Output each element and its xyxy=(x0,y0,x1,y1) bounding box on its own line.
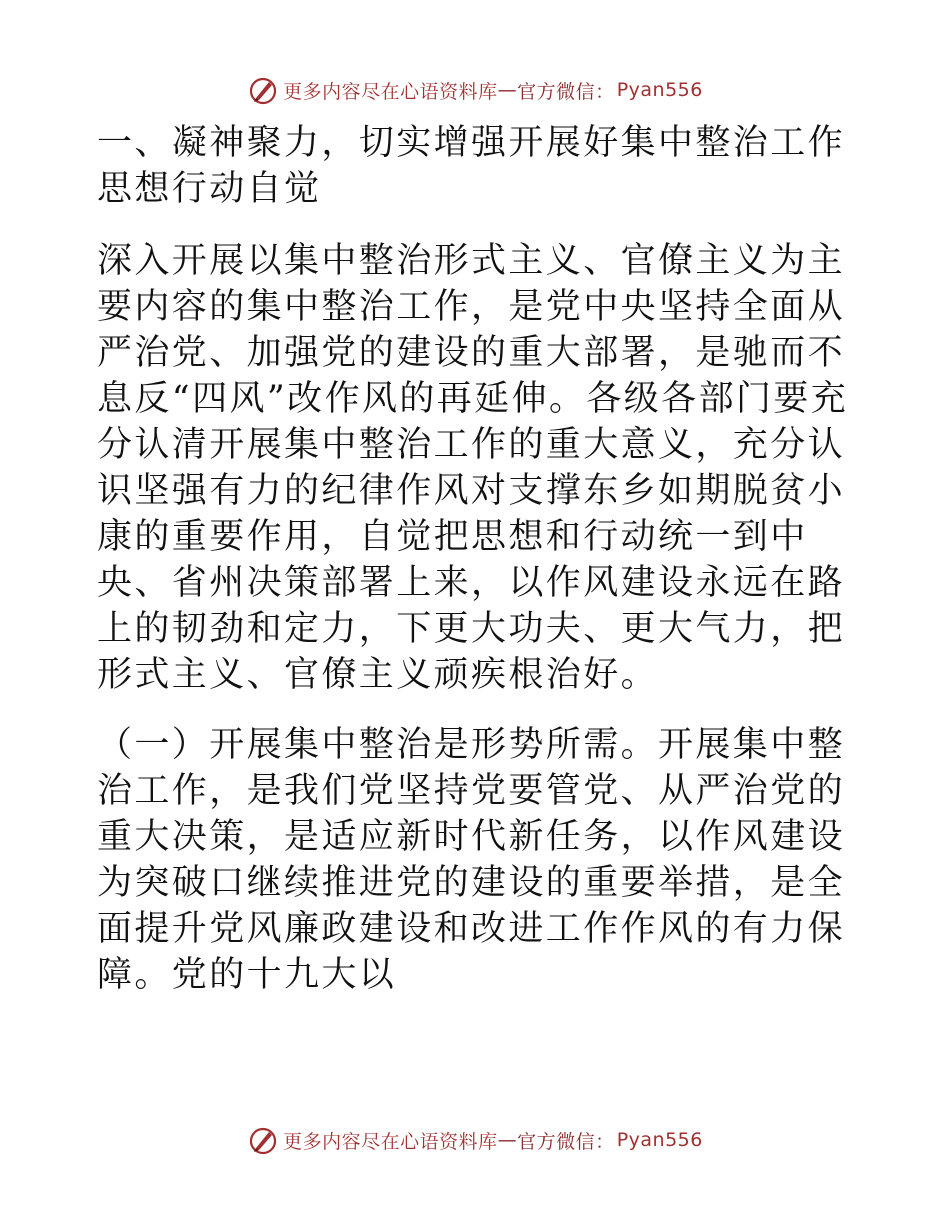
paragraph: 深入开展以集中整治形式主义、官僚主义为主要内容的集中整治工作，是党中央坚持全面从严治党、加强党的建设的重大部署，是驰而不息反“四风”改作风的再延伸。各级各部门要充分认清开展集中整治工作的重大意义，充分认识坚强有力的纪律作风对支撑东乡如期脱贫小康的重要作用，自觉把思想和行动统一到中央、省州决策部署上来，以作风建设永远在路上的韧劲和定力，下更大功夫、更大气力，把形式主义、官僚主义顽疾根治好。 xyxy=(97,241,849,695)
wechat-label: 官方微信： xyxy=(517,1130,615,1153)
header-watermark-banner xyxy=(0,70,950,110)
section-heading: 一、凝神聚力，切实增强开展好集中整治工作思想行动自觉 xyxy=(97,123,846,209)
brand-text: 更多内容尽在心语资料库 xyxy=(283,1130,498,1153)
paragraph: （一）开展集中整治是形势所需。开展集中整治工作，是我们党坚持党要管党、从严治党的重大决策，是适应新时代新任务，以作风建设为突破口继续推进党的建设的重要举措，是全面提升党风廉政建设和改进工作作风的有力保障。党的十九大以 xyxy=(97,725,846,995)
brand-text: 更多内容尽在心语资料库 xyxy=(283,80,498,103)
footer-watermark-banner xyxy=(0,1120,950,1160)
banner-separator: — xyxy=(497,79,518,101)
wechat-account: Pyan556 xyxy=(616,79,703,101)
wechat-account: Pyan556 xyxy=(616,1129,703,1151)
quill-pen-icon xyxy=(247,74,279,106)
document-body xyxy=(97,120,853,1022)
wechat-label: 官方微信： xyxy=(517,80,615,103)
quill-pen-icon xyxy=(247,1124,279,1156)
banner-separator: — xyxy=(497,1129,518,1151)
